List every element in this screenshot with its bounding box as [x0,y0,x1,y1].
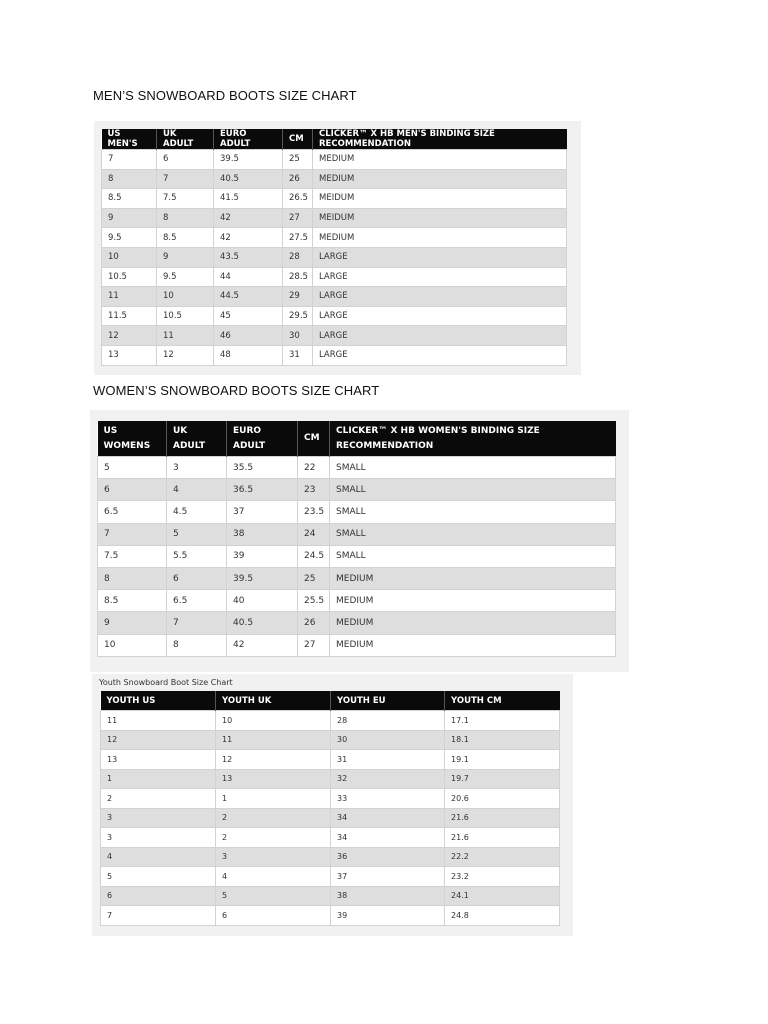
table-cell: 8.5 [157,228,214,248]
table-cell: MEIDUM [313,208,567,228]
table-row [102,326,567,346]
table-cell: 42 [214,228,283,248]
table-cell: 23.5 [298,501,330,523]
table-row [101,789,560,809]
table-cell: 40 [227,590,298,612]
table-cell: 39 [331,906,445,926]
table-cell: 19.7 [445,769,560,789]
table-cell: 45 [214,306,283,326]
table-row [102,208,567,228]
table-cell: 18.1 [445,730,560,750]
column-header: YOUTH EU [331,691,445,711]
table-cell: LARGE [313,306,567,326]
table-cell: 5 [216,886,331,906]
table-cell: 8 [102,169,157,189]
table-cell: 26.5 [283,189,313,209]
table-cell: 44.5 [214,287,283,307]
table-cell: 24.8 [445,906,560,926]
table-cell: 27 [298,634,330,656]
table-cell: 35.5 [227,457,298,479]
table-cell: 10.5 [102,267,157,287]
table-cell: 36 [331,847,445,867]
youth-size-table [100,691,560,926]
table-row [102,189,567,209]
table-cell: 21.6 [445,808,560,828]
table-cell: 9 [98,612,167,634]
table-cell: 5 [101,867,216,887]
table-cell: 38 [331,886,445,906]
table-cell: MEIDUM [313,189,567,209]
womens-chart-heading: WOMEN’S SNOWBOARD BOOTS SIZE CHART [93,383,380,398]
table-cell: 19.1 [445,750,560,770]
table-row [102,287,567,307]
table-row [101,906,560,926]
table-cell: 46 [214,326,283,346]
table-cell: 10 [102,247,157,267]
table-cell: SMALL [330,523,616,545]
table-cell: 13 [216,769,331,789]
table-cell: 9 [102,208,157,228]
table-cell: 25.5 [298,590,330,612]
table-cell: 3 [167,457,227,479]
table-cell: 25 [298,567,330,589]
table-cell: 39.5 [227,567,298,589]
table-cell: 10 [98,634,167,656]
table-cell: 7 [102,150,157,170]
table-row [98,590,616,612]
table-cell: 40.5 [214,169,283,189]
table-cell: 7 [98,523,167,545]
youth-table-body [101,711,560,926]
table-cell: 43.5 [214,247,283,267]
table-cell: 6.5 [98,501,167,523]
table-cell: 5 [167,523,227,545]
column-header: CM [298,421,330,457]
table-cell: 9.5 [157,267,214,287]
table-cell: SMALL [330,545,616,567]
table-cell: 3 [101,828,216,848]
table-cell: 2 [101,789,216,809]
table-cell: 34 [331,828,445,848]
table-cell: LARGE [313,345,567,365]
table-cell: 17.1 [445,711,560,731]
column-header: CLICKER™ X HB MEN'S BINDING SIZE RECOMMENDATION [313,129,567,150]
table-cell: MEDIUM [330,634,616,656]
mens-size-table [101,129,567,366]
table-cell: 8.5 [102,189,157,209]
table-cell: MEDIUM [313,228,567,248]
table-cell: 39 [227,545,298,567]
table-cell: 11 [101,711,216,731]
table-cell: 11 [216,730,331,750]
table-cell: 10 [216,711,331,731]
table-cell: 12 [157,345,214,365]
table-cell: 21.6 [445,828,560,848]
table-cell: 30 [331,730,445,750]
table-cell: MEDIUM [313,169,567,189]
table-row [102,247,567,267]
table-cell: 36.5 [227,479,298,501]
column-header: CLICKER™ X HB WOMEN'S BINDING SIZE RECOMMENDATION [330,421,616,457]
table-cell: 42 [214,208,283,228]
table-row [102,228,567,248]
table-cell: 4 [216,867,331,887]
table-row [101,828,560,848]
table-row [101,711,560,731]
table-cell: 29.5 [283,306,313,326]
table-cell: 42 [227,634,298,656]
table-cell: 28 [331,711,445,731]
table-cell: 5 [98,457,167,479]
table-cell: 22 [298,457,330,479]
table-row [101,730,560,750]
table-cell: 20.6 [445,789,560,809]
table-cell: 7.5 [157,189,214,209]
mens-header-row [102,129,567,150]
table-row [102,169,567,189]
table-cell: 26 [283,169,313,189]
table-cell: 34 [331,808,445,828]
column-header: EURO ADULT [227,421,298,457]
table-cell: MEDIUM [330,612,616,634]
table-cell: 37 [331,867,445,887]
table-cell: 3 [101,808,216,828]
table-cell: 27 [283,208,313,228]
table-cell: 44 [214,267,283,287]
table-cell: MEDIUM [313,150,567,170]
table-row [98,457,616,479]
table-row [102,345,567,365]
table-cell: 31 [331,750,445,770]
table-row [102,150,567,170]
table-row [101,808,560,828]
table-cell: 6.5 [167,590,227,612]
table-cell: 8.5 [98,590,167,612]
table-cell: 11.5 [102,306,157,326]
table-cell: MEDIUM [330,590,616,612]
mens-chart-heading: MEN’S SNOWBOARD BOOTS SIZE CHART [93,88,357,103]
table-cell: 22.2 [445,847,560,867]
table-cell: 9.5 [102,228,157,248]
table-cell: 33 [331,789,445,809]
table-row [101,886,560,906]
table-cell: 6 [98,479,167,501]
table-row [101,769,560,789]
column-header: UK ADULT [167,421,227,457]
table-row [98,501,616,523]
table-cell: 40.5 [227,612,298,634]
table-cell: LARGE [313,326,567,346]
table-cell: 26 [298,612,330,634]
column-header: YOUTH UK [216,691,331,711]
youth-chart-caption: Youth Snowboard Boot Size Chart [99,678,233,687]
womens-header-row [98,421,616,457]
table-cell: 29 [283,287,313,307]
table-cell: 13 [101,750,216,770]
table-cell: 24 [298,523,330,545]
table-cell: 7 [157,169,214,189]
mens-table-body [102,150,567,366]
table-cell: 9 [157,247,214,267]
table-cell: 7 [167,612,227,634]
column-header: YOUTH US [101,691,216,711]
table-cell: 10.5 [157,306,214,326]
table-cell: SMALL [330,479,616,501]
table-cell: MEDIUM [330,567,616,589]
table-cell: 4 [101,847,216,867]
table-cell: 8 [157,208,214,228]
table-row [98,479,616,501]
table-cell: 7 [101,906,216,926]
table-row [98,523,616,545]
column-header: US MEN'S [102,129,157,150]
table-cell: 7.5 [98,545,167,567]
table-cell: 41.5 [214,189,283,209]
table-cell: 11 [157,326,214,346]
table-cell: 1 [216,789,331,809]
table-cell: 28 [283,247,313,267]
table-row [98,545,616,567]
table-row [101,867,560,887]
table-cell: 6 [216,906,331,926]
table-cell: 27.5 [283,228,313,248]
table-row [101,750,560,770]
column-header: UK ADULT [157,129,214,150]
table-cell: LARGE [313,247,567,267]
table-cell: LARGE [313,267,567,287]
table-cell: 8 [167,634,227,656]
table-row [102,267,567,287]
column-header: US WOMENS [98,421,167,457]
column-header: YOUTH CM [445,691,560,711]
table-cell: 23.2 [445,867,560,887]
column-header: CM [283,129,313,150]
table-cell: SMALL [330,457,616,479]
table-cell: 2 [216,828,331,848]
column-header: EURO ADULT [214,129,283,150]
youth-header-row [101,691,560,711]
table-cell: 31 [283,345,313,365]
table-row [98,567,616,589]
table-cell: 23 [298,479,330,501]
table-cell: 37 [227,501,298,523]
table-cell: 4.5 [167,501,227,523]
table-cell: 3 [216,847,331,867]
table-cell: 10 [157,287,214,307]
table-cell: 24.5 [298,545,330,567]
table-cell: 12 [102,326,157,346]
table-cell: 11 [102,287,157,307]
table-cell: 12 [216,750,331,770]
table-cell: SMALL [330,501,616,523]
table-cell: 6 [167,567,227,589]
table-row [98,612,616,634]
table-cell: LARGE [313,287,567,307]
table-cell: 25 [283,150,313,170]
table-cell: 12 [101,730,216,750]
table-cell: 13 [102,345,157,365]
table-row [102,306,567,326]
table-cell: 1 [101,769,216,789]
table-cell: 30 [283,326,313,346]
table-row [98,634,616,656]
table-cell: 32 [331,769,445,789]
table-cell: 2 [216,808,331,828]
table-cell: 28.5 [283,267,313,287]
table-cell: 6 [157,150,214,170]
table-cell: 6 [101,886,216,906]
table-cell: 4 [167,479,227,501]
womens-size-table [97,421,616,657]
table-cell: 8 [98,567,167,589]
table-row [101,847,560,867]
table-cell: 39.5 [214,150,283,170]
table-cell: 5.5 [167,545,227,567]
womens-table-body [98,457,616,657]
table-cell: 48 [214,345,283,365]
table-cell: 24.1 [445,886,560,906]
table-cell: 38 [227,523,298,545]
